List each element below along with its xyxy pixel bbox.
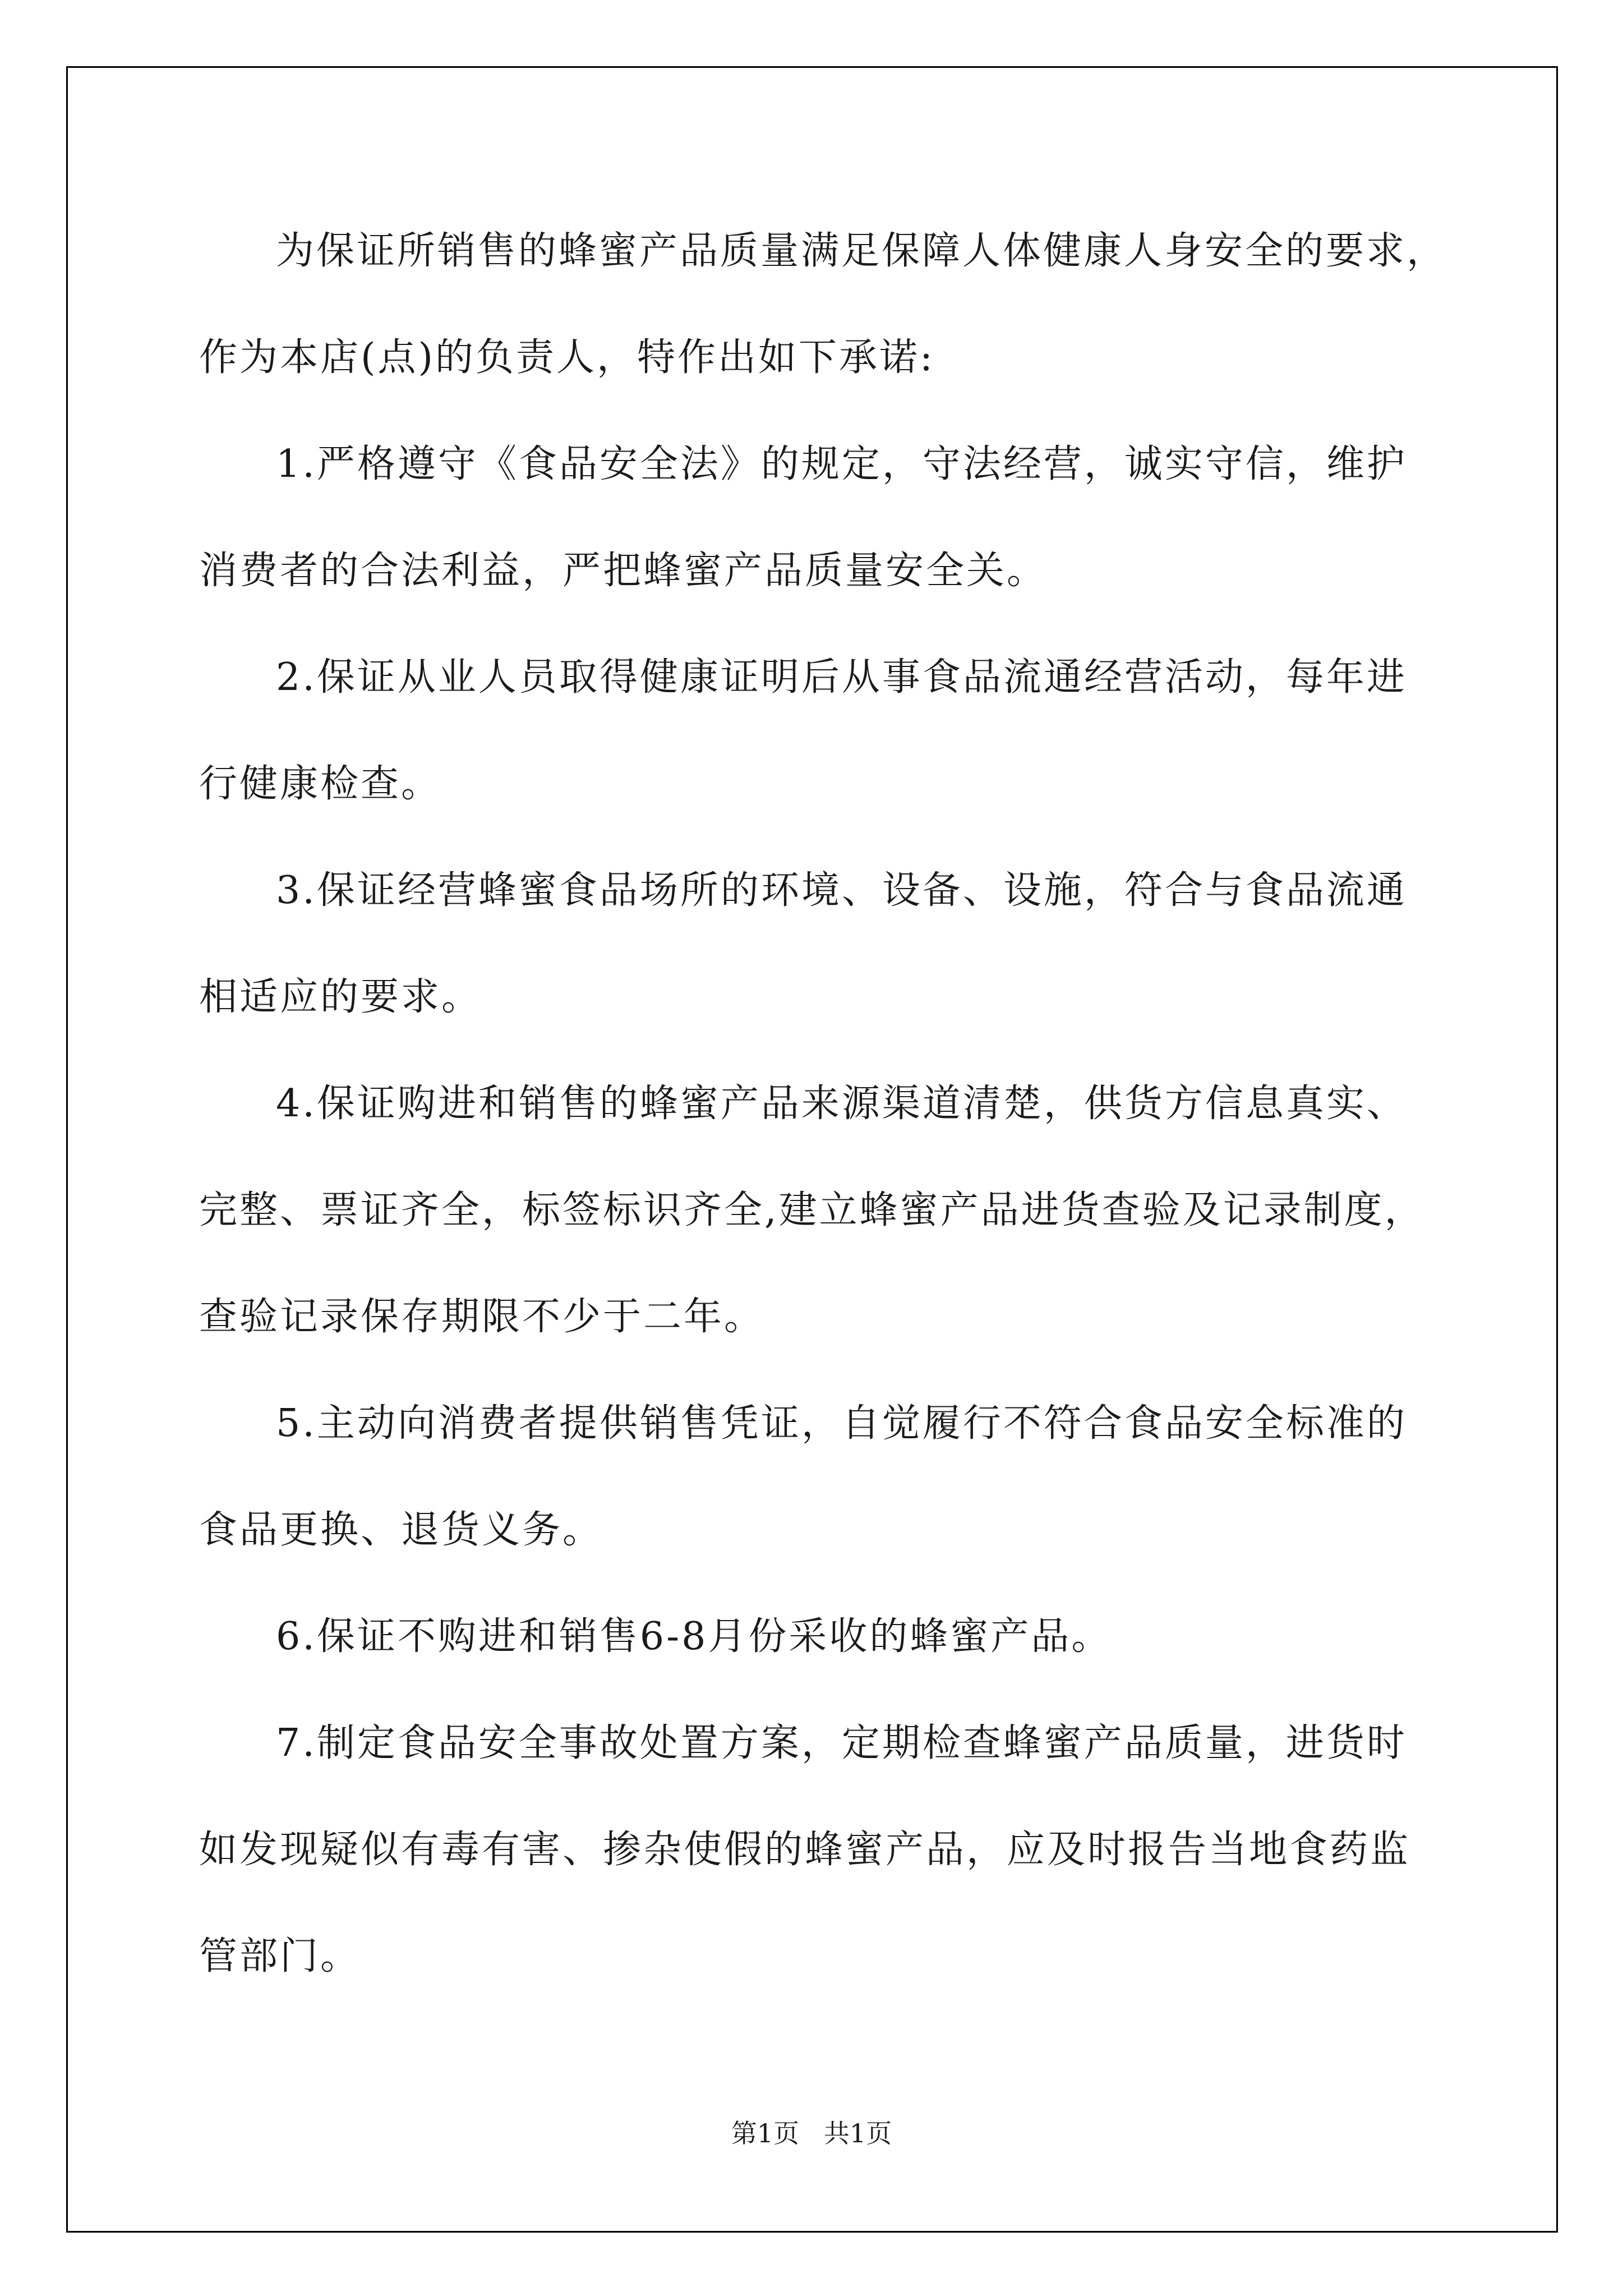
- item-6-line-1: 6.保证不购进和销售6-8月份采收的蜂蜜产品。: [276, 1614, 1112, 1659]
- item-1-line-2: 消费者的合法利益，严把蜂蜜产品质量安全关。: [199, 549, 1048, 593]
- item-7-line-3: 管部门。: [199, 1934, 361, 1978]
- item-4-line-1: 4.保证购进和销售的蜂蜜产品来源渠道清楚，供货方信息真实、: [276, 1082, 1407, 1126]
- item-5-line-1: 5.主动向消费者提供销售凭证，自觉履行不符合食品安全标准的: [276, 1401, 1407, 1446]
- item-4-line-3: 查验记录保存期限不少于二年。: [199, 1295, 765, 1339]
- item-4-line-2: 完整、票证齐全，标签标识齐全,建立蜂蜜产品进货查验及记录制度，: [199, 1188, 1425, 1232]
- item-3-line-1: 3.保证经营蜂蜜食品场所的环境、设备、设施，符合与食品流通: [276, 868, 1407, 913]
- item-3-line-2: 相适应的要求。: [199, 975, 482, 1019]
- item-2-line-2: 行健康检查。: [199, 762, 442, 806]
- item-7-line-1: 7.制定食品安全事故处置方案，定期检查蜂蜜产品质量，进货时: [276, 1721, 1407, 1765]
- intro-line-2: 作为本店(点)的负责人，特作出如下承诺:: [199, 335, 935, 380]
- page-footer: 第1页 共1页: [731, 2118, 892, 2148]
- page-border: [66, 66, 1558, 2233]
- item-1-line-1: 1.严格遵守《食品安全法》的规定，守法经营，诚实守信，维护: [276, 442, 1407, 486]
- item-5-line-2: 食品更换、退货义务。: [199, 1508, 603, 1552]
- intro-line-1: 为保证所销售的蜂蜜产品质量满足保障人体健康人身安全的要求，: [276, 229, 1447, 273]
- item-7-line-2: 如发现疑似有毒有害、掺杂使假的蜂蜜产品，应及时报告当地食药监: [199, 1828, 1411, 1872]
- item-2-line-1: 2.保证从业人员取得健康证明后从事食品流通经营活动，每年进: [276, 655, 1407, 700]
